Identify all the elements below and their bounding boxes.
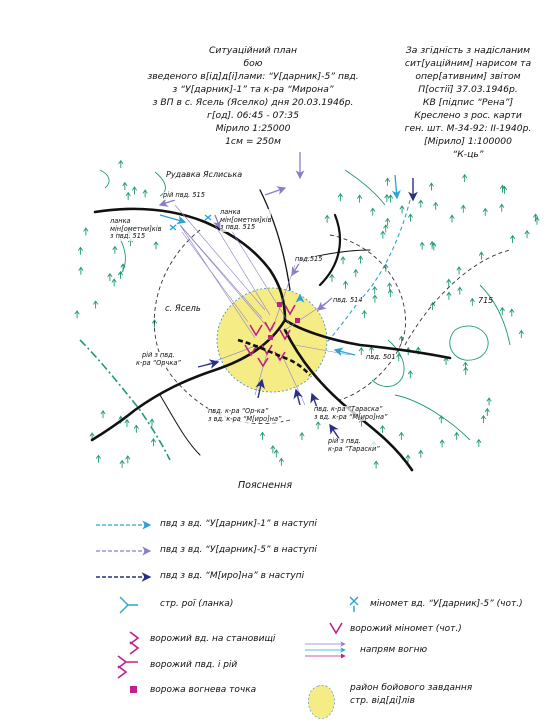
tree-mark [271, 446, 275, 453]
legend-mortar-own: міномет вд. “У[дарник]-5” (чот.) [370, 599, 523, 609]
tree-mark [502, 186, 506, 193]
tree-mark [151, 439, 155, 446]
tree-mark [75, 311, 79, 318]
tree-mark [371, 208, 375, 215]
tree-mark [408, 371, 412, 378]
tree-mark [447, 279, 451, 286]
tree-mark [386, 178, 390, 185]
tree-mark [374, 461, 378, 468]
tree-mark [316, 422, 320, 429]
tree-mark [300, 433, 304, 440]
tree-mark [500, 308, 504, 315]
tree-mark [125, 420, 129, 427]
tree-mark [279, 458, 283, 465]
label-rudavka: Рудавка Яслиська [166, 170, 243, 179]
legend-u5: пвд з вд. “У[дарник]-5” в наступі [160, 545, 317, 555]
title-line-6: г[од]. 06:45 - 07:35 [207, 110, 299, 121]
tree-mark [113, 247, 117, 254]
tree-mark [381, 231, 385, 238]
tree-mark [464, 367, 468, 374]
source-line-9: “К-ць” [452, 149, 484, 160]
source-line-5: КВ [підпис “Рена”] [422, 97, 514, 108]
legend-u1: пвд з вд. “У[дарник]-1” в наступі [160, 519, 317, 529]
label-pvd-taraska: пвд. к-ра “Тараска” з вд. к-ра “М[иро]на” [314, 405, 388, 421]
tree-mark [389, 195, 393, 202]
label-pvd-orka: пвд. к-ра “Ор-ка” з вд. к-ра “М[иро]на” [208, 407, 282, 423]
title-line-7: Мірило 1:25000 [215, 123, 291, 134]
tree-mark [457, 267, 461, 274]
tree-mark [120, 461, 124, 468]
tree-mark [485, 409, 489, 416]
tree-mark [338, 194, 342, 201]
legend-myron: пвд з вд. “М[иро]на” в наступі [160, 571, 305, 581]
label-height-715: 715 [478, 296, 494, 305]
source-line-2: сит[уаційним] нарисом та [404, 58, 532, 69]
tree-mark [400, 206, 404, 213]
source-line-6: Креслено з рос. карти [414, 110, 522, 121]
tree-mark [463, 175, 467, 182]
tree-mark [440, 440, 444, 447]
tree-mark [126, 456, 130, 463]
tree-mark [461, 205, 465, 212]
tree-mark [519, 331, 523, 338]
tree-mark [150, 419, 154, 426]
tree-mark [274, 450, 278, 457]
source-line-1: За згідність з надісланим [405, 45, 531, 56]
tree-mark [386, 219, 390, 226]
title-line-1: Ситуаційний план [209, 45, 297, 56]
tree-mark [470, 299, 474, 306]
tree-mark [325, 215, 329, 222]
tree-mark [344, 281, 348, 288]
tree-mark [373, 295, 377, 302]
tree-mark [450, 215, 454, 222]
tree-mark [477, 440, 481, 447]
tree-mark [359, 256, 363, 263]
legend-enemy-pos: ворожий вд. на становищі [150, 634, 276, 644]
tree-mark [126, 193, 130, 200]
tree-mark [78, 247, 82, 254]
tree-mark [354, 270, 358, 277]
tree-mark [123, 183, 127, 190]
tree-mark [96, 455, 100, 462]
u1-approach-route [320, 200, 410, 350]
title-line-4: з “У[дарник]-1” та к-ра “Мирона” [172, 84, 334, 95]
tree-mark [119, 161, 123, 168]
tree-mark [388, 290, 392, 297]
legend-enemy-mortar: ворожий міномет (чот.) [350, 624, 462, 634]
tree-mark [408, 214, 412, 221]
label-riy-orchka: рій з пвд. к-ра “Орчка” [136, 351, 181, 367]
tree-mark [381, 426, 385, 433]
label-lanka-right: ланка мін[ометни]ків з пвд. 515 [220, 208, 272, 231]
title-line-8: 1см = 250м [225, 136, 281, 147]
tree-mark [510, 309, 514, 316]
legend-squad: стр. рої (ланка) [160, 599, 234, 609]
tree-mark [373, 287, 377, 294]
tree-mark [108, 274, 112, 281]
legend-title: Пояснення [238, 480, 293, 491]
tree-mark [458, 287, 462, 294]
source-line-8: [Мірило] 1:100000 [424, 136, 512, 147]
tree-mark [479, 252, 483, 259]
legend-fire-dir: напрям вогню [360, 645, 428, 655]
label-pvd-515: пвд.515 [295, 255, 323, 263]
tree-mark [388, 283, 392, 290]
tree-mark [330, 275, 334, 282]
tree-mark [94, 301, 98, 308]
tree-mark [483, 209, 487, 216]
tree-mark [419, 450, 423, 457]
tree-mark [511, 236, 515, 243]
legend-enemy-fire: ворожа вогнева точка [150, 685, 257, 695]
tree-mark [384, 225, 388, 232]
tree-mark [341, 257, 345, 264]
tree-mark [481, 416, 485, 423]
label-riy-taraska: рій з пвд. к-ра “Тараски” [328, 437, 380, 453]
source-line-4: П[остії] 37.03.1946р. [418, 84, 518, 95]
tree-mark [132, 187, 136, 194]
tree-mark [154, 242, 158, 249]
tree-mark [525, 231, 529, 238]
legend-enemy-inf: ворожий пвд. і рій [150, 660, 238, 670]
tree-mark [429, 183, 433, 190]
tree-mark [500, 204, 504, 211]
legend-task-area: район бойового завдання стр. від[ді]лів [350, 683, 473, 706]
tree-mark [362, 311, 366, 318]
source-line-3: опер[ативним] звітом [415, 71, 521, 82]
title-line-3: зведеного в[ід]д[і]лами: “У[дарник]-5” пвд. [147, 71, 359, 82]
tree-mark [447, 292, 451, 299]
label-yasel: с. Ясель [165, 303, 201, 313]
tree-mark [420, 242, 424, 249]
label-pvd-514: пвд. 514 [333, 296, 363, 304]
label-riy-515: рій пвд. 515 [163, 191, 205, 199]
label-lanka-left: ланка мін[ометни]ків з пвд. 515 [110, 217, 162, 240]
tree-mark [399, 432, 403, 439]
tree-mark [359, 348, 363, 355]
label-pvd-501: пвд. 501 [366, 353, 396, 361]
tree-mark [260, 432, 264, 439]
tree-mark [134, 425, 138, 432]
tree-mark [487, 398, 491, 405]
tree-mark [84, 228, 88, 235]
tree-mark [101, 411, 105, 418]
source-line-7: ген. шт. М-34-92: II-1940р. [404, 123, 532, 134]
tree-mark [112, 279, 116, 286]
title-line-5: з ВП в с. Ясель (Яселко) дня 20.03.1946р. [152, 97, 354, 108]
tree-mark [143, 190, 147, 197]
tree-mark [455, 433, 459, 440]
title-line-2: бою [243, 58, 263, 69]
tree-mark [419, 200, 423, 207]
tree-mark [434, 203, 438, 210]
tree-mark [79, 267, 83, 274]
tree-mark [358, 195, 362, 202]
